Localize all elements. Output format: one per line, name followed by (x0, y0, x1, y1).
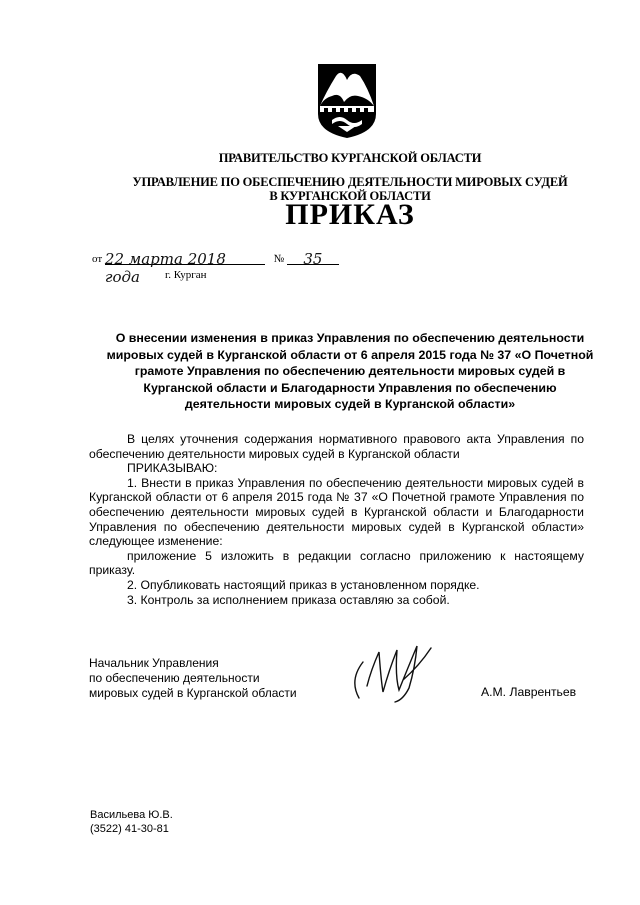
handwritten-number: 35 (303, 250, 323, 268)
executor-info (90, 808, 173, 836)
city: г. Курган (165, 269, 207, 281)
signatory-name: А.М. Лаврентьев (481, 685, 577, 699)
position-line1: Начальник Управления (89, 656, 219, 670)
executor-name: Васильева Ю.В. (90, 809, 173, 821)
item-1: 1. Внести в приказ Управления по обеспечению деятельности мировых судей в Курганской области от 6 апреля 2015 года № 37 «О Почетной грамоте Управления по обеспечению деятельности мировых судей в Курганской области и Благодарности Управления по обеспечению деятельности мировых судей в Курганской области» следующее изменение: (89, 475, 584, 549)
position-line3: мировых судей в Курганской области (89, 685, 297, 700)
order-word: ПРИКАЗЫВАЮ: (127, 461, 218, 476)
order-subject: О внесении изменения в приказ Управления по обеспечению деятельности мировых судей в Курганской области от 6 апреля 2015 года № 37 «О Почетной грамоте Управления по обеспечению деятельности мировых судей в Курганской области и Благодарности Управления по обеспечению деятельности мировых судей в Курганской области» (106, 331, 594, 412)
signatory-position (89, 656, 297, 700)
number-label: № (273, 253, 285, 265)
department-name-line1: УПРАВЛЕНИЕ ПО ОБЕСПЕЧЕНИЮ ДЕЯТЕЛЬНОСТИ МИРОВЫХ СУДЕЙ (132, 175, 568, 189)
document-type-title: ПРИКАЗ (285, 198, 415, 231)
department-name-line2: В КУРГАНСКОЙ ОБЛАСТИ (269, 189, 431, 203)
item-1-sub: приложение 5 изложить в редакции согласно приложению к настоящему приказу. (89, 548, 584, 578)
executor-phone: (3522) 41-30-81 (90, 823, 169, 835)
handwritten-date: 22 марта 2018 года (104, 250, 226, 286)
kurgan-coat-of-arms-icon (316, 62, 378, 140)
item-2: 2. Опубликовать настоящий приказ в установленном порядке. (127, 577, 480, 592)
item-3: 3. Контроль за исполнением приказа оставляю за собой. (127, 592, 450, 607)
order-body (89, 432, 584, 607)
handwritten-signature (345, 640, 445, 710)
intro-paragraph: В целях уточнения содержания нормативного правового акта Управления по обеспечению деятельности мировых судей в Курганской области (89, 432, 584, 461)
date-prefix: от (92, 253, 103, 265)
government-name: ПРАВИТЕЛЬСТВО КУРГАНСКОЙ ОБЛАСТИ (218, 151, 482, 165)
position-line2: по обеспечению деятельности (89, 670, 260, 685)
